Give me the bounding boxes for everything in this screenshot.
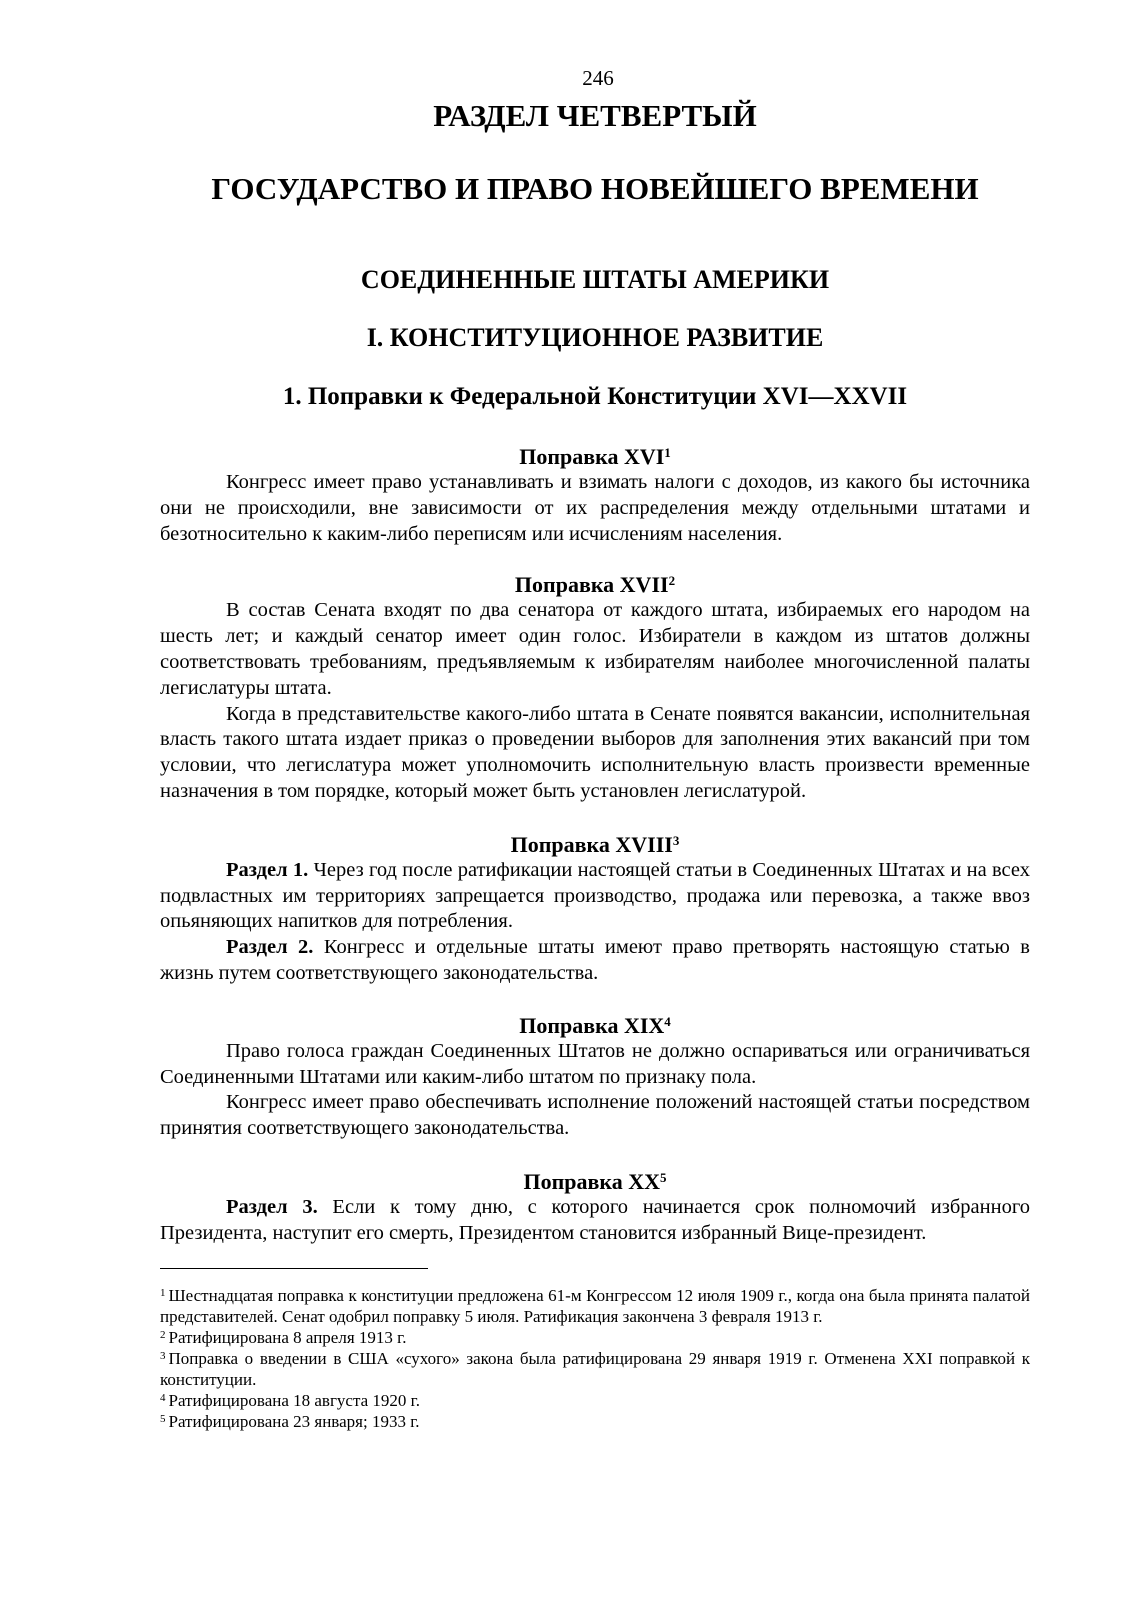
document-page (160, 64, 1030, 1432)
amendment-title: Поправка XIX$^4$ (519, 1012, 671, 1038)
amendment-section: Раздел 1. Через год после ратификации настоящей статьи в Соединенных Штатах и на всех подвластных им территориях запрещается производство, продажа или перевозка, а также ввоз опьяняющих напитков для потребления. (160, 858, 1030, 933)
section-label: Раздел 2. (226, 936, 314, 959)
amendment-title: Поправка XVII$^2$ (514, 572, 676, 598)
footnote: $^3$ Поправка о введении в США «сухого» закона была ратифицирована 29 января 1919 г. Отменена XXI поправкой к конституции. (160, 1348, 1030, 1389)
footnote-ref: 3 (672, 832, 680, 848)
amendment-title: Поправка XVIII$^3$ (510, 831, 680, 857)
part-heading: I. КОНСТИТУЦИОННОЕ РАЗВИТИЕ (366, 323, 824, 352)
footnote-divider (160, 1268, 428, 1269)
page-number: 246 (582, 66, 614, 90)
footnotes (160, 1285, 1030, 1432)
footnote: $^2$ Ратифицирована 8 апреля 1913 г. (160, 1327, 407, 1347)
subsection-heading: 1. Поправки к Федеральной Конституции XVI—XXVII (282, 383, 908, 410)
amendment-paragraph: Когда в представительстве какого-либо штата в Сенате появятся вакансии, исполнительная власть такого штата издает приказ о проведении выборов для заполнения этих вакансий при том условии, что легислатура может уполномочить исполнительную власть произвести временные назначения в том порядке, который может быть установлен легислатурой. (160, 702, 1030, 802)
footnote: $^5$ Ратифицирована 23 января; 1933 г. (160, 1411, 420, 1431)
amendment-title: Поправка $XX^5$ (523, 1168, 667, 1194)
footnote-ref: 1 (664, 445, 671, 460)
main-heading: ГОСУДАРСТВО И ПРАВО НОВЕЙШЕГО ВРЕМЕНИ (211, 171, 979, 206)
footnote-ref: 2 (668, 573, 676, 589)
amendment-section: Раздел 2. Конгресс и отдельные штаты имеют право претворять настоящую статью в жизнь путем соответствующего законодательства. (160, 936, 1030, 984)
amendment-paragraph: Конгресс имеет право устанавливать и взимать налоги с доходов, из какого бы источника они не происходили, вне зависимости от их распределения между отдельными штатами и безотносительно к каким-либо переписям или исчислениям населения. (160, 471, 1030, 545)
section-heading: РАЗДЕЛ ЧЕТВЕРТЫЙ (433, 98, 757, 133)
amendment-paragraph: В состав Сената входят по два сенатора от каждого штата, избираемых его народом на шесть лет; и каждый сенатор имеет один голос. Избиратели в каждом из штатов должны соответствовать требованиям, предъявляемым к избирателям наиболее многочисленной палаты легислатуры штата. (160, 599, 1030, 699)
footnote-ref: 4 (664, 1013, 671, 1029)
country-heading: СОЕДИНЕННЫЕ ШТАТЫ АМЕРИКИ (360, 265, 830, 294)
amendment-paragraph: Право голоса граждан Соединенных Штатов не должно оспариваться или ограничиваться Соединенными Штатами или каким-либо штатом по признаку пола. (160, 1039, 1030, 1088)
amendment-section: Раздел 3. Если к тому дню, с которого начинается срок полномочий избранного Президента, наступит его смерть, Президентом становится избранный Вице-президент. (160, 1195, 1030, 1244)
footnote-ref: 5 (660, 1169, 667, 1185)
section-label: Раздел 3. (226, 1195, 318, 1218)
amendment-paragraph: Конгресс имеет право обеспечивать исполнение положений настоящей статьи посредством принятия соответствующего законодательства. (160, 1091, 1030, 1140)
amendment-title: Поправка XVI$^1$ (519, 444, 671, 469)
section-label: Раздел 1. (226, 858, 309, 881)
footnote: $^4$ Ратифицирована 18 августа 1920 г. (160, 1390, 420, 1410)
footnote: $^1$ Шестнадцатая поправка к конституции предложена 61-м Конгрессом 12 июля 1909 г., когда она была принята палатой представителей. Сенат одобрил поправку 5 июля. Ратификация закончена 3 февраля 1913 г. (160, 1285, 1030, 1326)
